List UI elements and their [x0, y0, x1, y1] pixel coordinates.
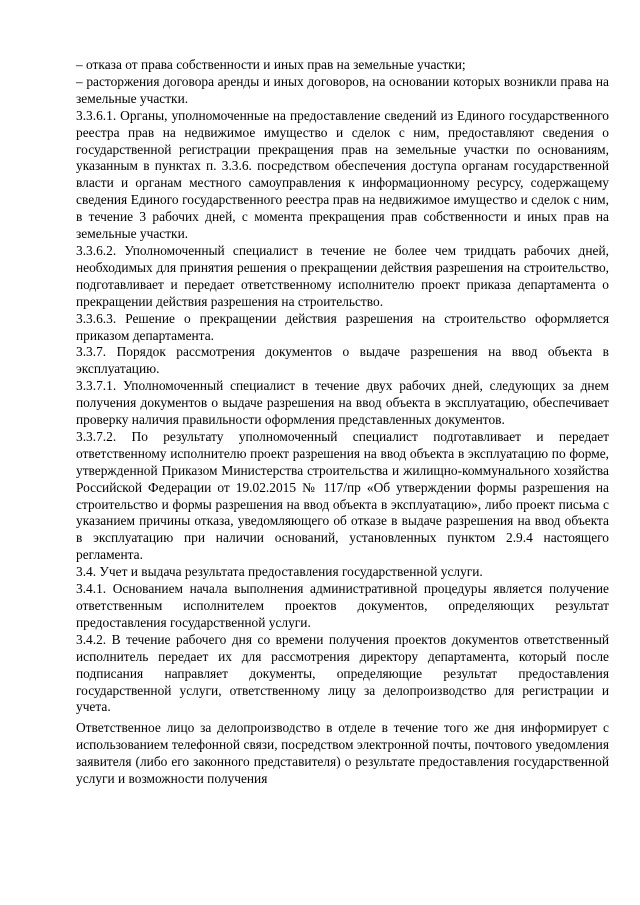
paragraph-3-3-6-2: 3.3.6.2. Уполномоченный специалист в течение не более чем тридцать рабочих дней, необходимых для принятия решения о прекращении действия разрешения на строительство, подготавливает и передает ответственному исполнителю проект приказа департамента о прекращении действия разрешения на строительство.	[76, 242, 609, 309]
document-page	[76, 57, 609, 788]
paragraph-3-4-2: 3.4.2. В течение рабочего дня со времени получения проектов документов ответственный исполнитель передает их для рассмотрения директору департамента, который после подписания направляет документы, определяющие результат предоставления государственной услуги, ответственному лицу за делопроизводство для регистрации и учета.	[76, 631, 609, 715]
paragraph-3-4-1: 3.4.1. Основанием начала выполнения административной процедуры является получение ответственным исполнителем проектов документов, определяющих результат предоставления государственной услуги.	[76, 581, 609, 630]
paragraph-3-3-6-3: 3.3.6.3. Решение о прекращении действия разрешения на строительство оформляется приказом департамента.	[76, 310, 609, 343]
paragraph-recordkeeping-notice: Ответственное лицо за делопроизводство в отделе в течение того же дня информирует с использованием телефонной связи, посредством электронной почты, почтового уведомления заявителя (либо его законного представителя) о результате предоставления государственной услуги и возможности получения	[76, 720, 609, 787]
paragraph-lease-termination: – расторжения договора аренды и иных договоров, на основании которых возникли права на земельные участки.	[76, 73, 609, 106]
paragraph-3-3-7-1: 3.3.7.1. Уполномоченный специалист в течение двух рабочих дней, следующих за днем получения документов о выдаче разрешения на ввод объекта в эксплуатацию, обеспечивает проверку наличия правильности оформления представленных документов.	[76, 378, 609, 428]
paragraph-refusal-of-rights: – отказа от права собственности и иных прав на земельные участки;	[76, 57, 466, 72]
paragraph-3-3-7: 3.3.7. Порядок рассмотрения документов о выдаче разрешения на ввод объекта в эксплуатацию.	[76, 344, 609, 377]
paragraph-3-3-6-1: 3.3.6.1. Органы, уполномоченные на предоставление сведений из Единого государственного реестра прав на недвижимое имущество и сделок с ним, предоставляют сведения о государственной регистрации прекращения прав на земельные участки по основаниям, указанным в пунктах п. 3.3.6. посредством обеспечения доступа органам государственной власти и органам местного самоуправления к информационному ресурсу, содержащему сведения Единого государственного реестра прав на недвижимое имущество и сделок с ним, в течение 3 рабочих дней, с момента прекращения прав собственности и иных прав на земельные участки.	[76, 107, 609, 242]
paragraph-3-3-7-2: 3.3.7.2. По результату уполномоченный специалист подготавливает и передает ответственному исполнителю проект разрешения на ввод объекта в эксплуатацию по форме, утвержденной Приказом Министерства строительства и жилищно-коммунального хозяйства Российской Федерации от 19.02.2015 № 117/пр «Об утверждении формы разрешения на строительство и формы разрешения на ввод объекта в эксплуатацию», либо проект письма с указанием причины отказа, уведомляющего об отказе в выдаче разрешения на ввод объекта в эксплуатацию при наличии оснований, установленных пунктом 2.9.4 настоящего регламента.	[76, 428, 609, 563]
paragraph-3-4-heading: 3.4. Учет и выдача результата предоставления государственной услуги.	[76, 564, 483, 580]
